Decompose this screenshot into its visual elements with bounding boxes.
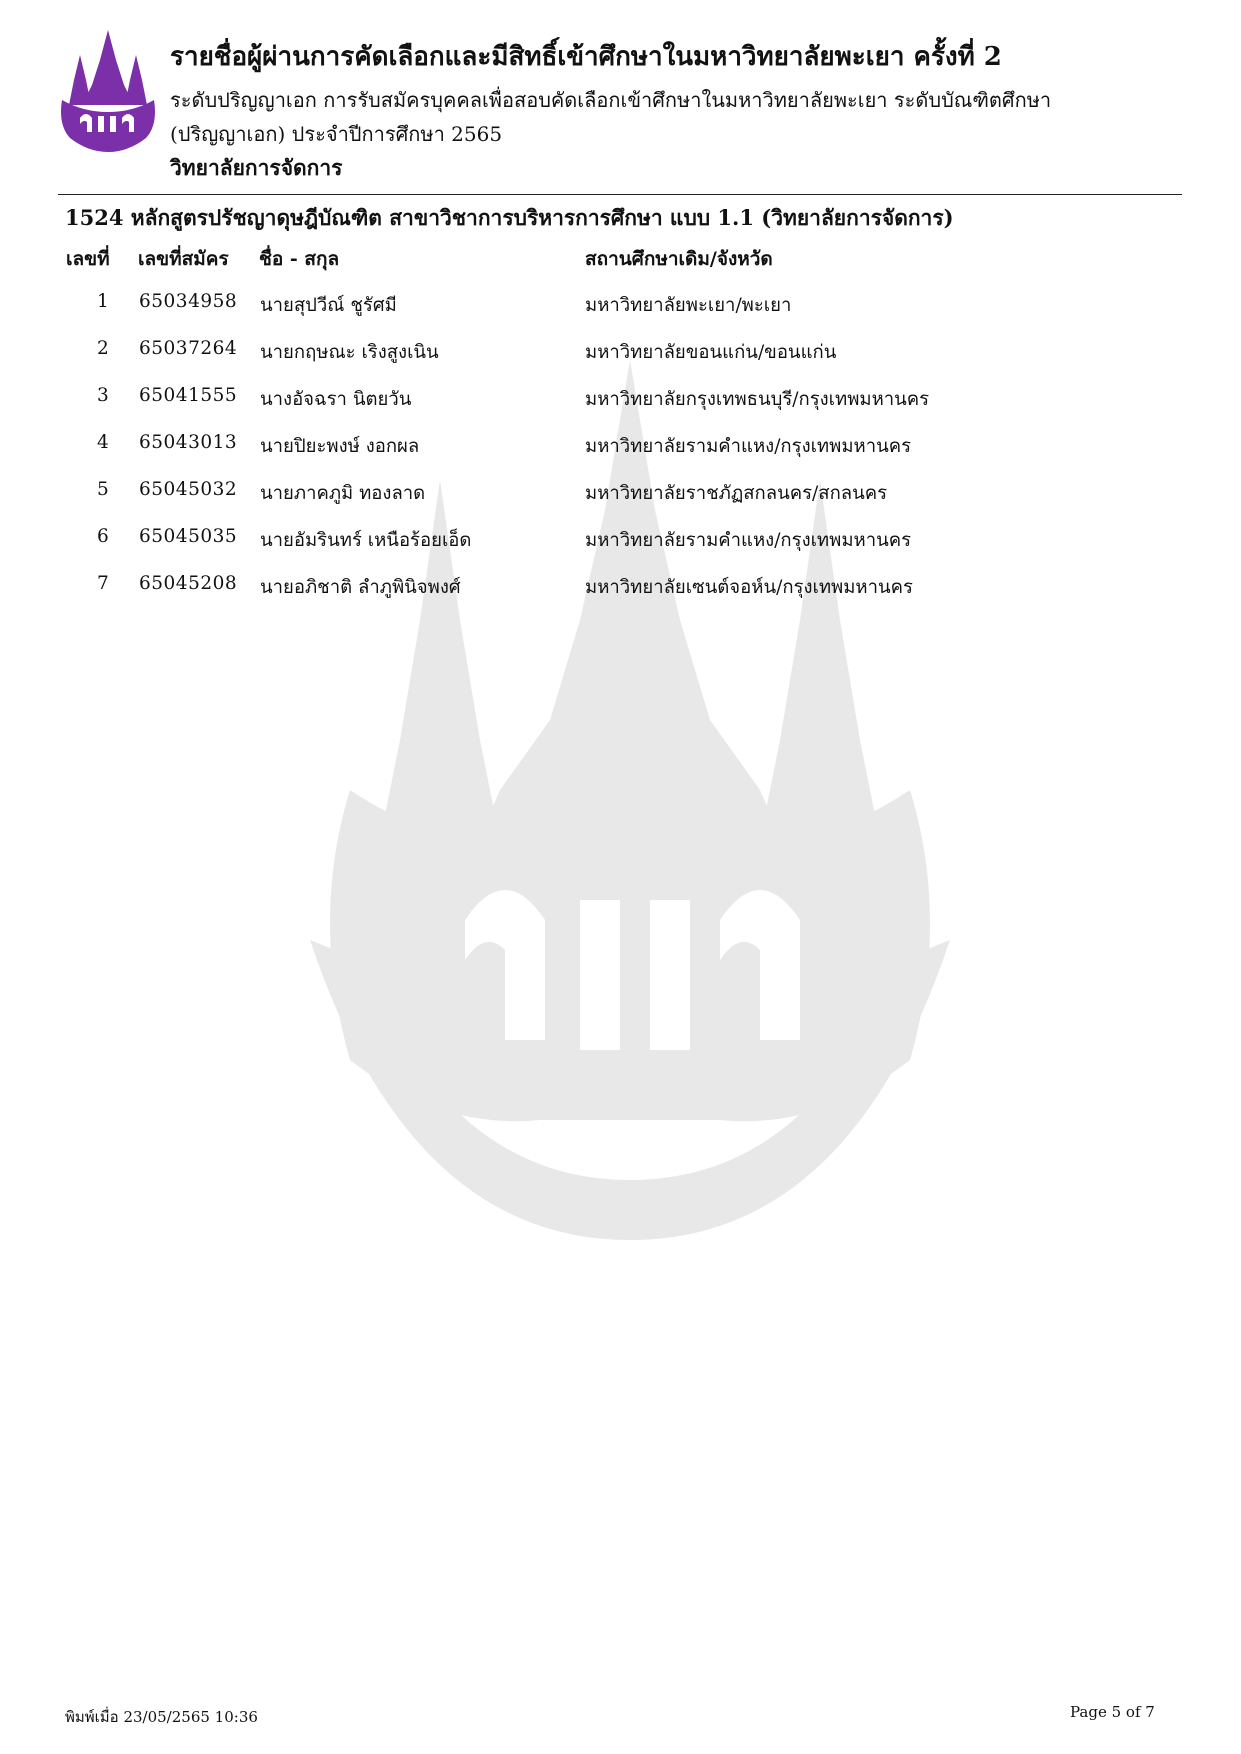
application-number: 65041555 bbox=[139, 385, 238, 406]
previous-school: มหาวิทยาลัยกรุงเทพธนบุรี/กรุงเทพมหานคร bbox=[585, 389, 930, 410]
subtitle-line-1: ระดับปริญญาเอก การรับสมัครบุคคลเพื่อสอบคัดเลือกเข้าศึกษาในมหาวิทยาลัยพะเยา ระดับบัณฑิตศึกษา bbox=[170, 88, 1052, 112]
row-number: 3 bbox=[97, 385, 109, 406]
applicant-name: นายอัมรินทร์ เหนือร้อยเอ็ด bbox=[260, 530, 472, 551]
previous-school: มหาวิทยาลัยพะเยา/พะเยา bbox=[585, 295, 792, 316]
column-header-application: เลขที่สมัคร bbox=[138, 248, 229, 270]
row-number: 7 bbox=[97, 573, 109, 594]
application-number: 65043013 bbox=[139, 432, 238, 453]
applicant-name: นายอภิชาติ ลำภูพินิจพงศ์ bbox=[260, 577, 461, 598]
program-title: 1524 หลักสูตรปรัชญาดุษฎีบัณฑิต สาขาวิชาการบริหารการศึกษา แบบ 1.1 (วิทยาลัยการจัดการ) bbox=[65, 205, 954, 230]
applicant-name: นายกฤษณะ เริงสูงเนิน bbox=[260, 342, 439, 363]
page-number: Page 5 of 7 bbox=[1070, 1703, 1155, 1721]
row-number: 1 bbox=[97, 291, 109, 312]
applicant-name: นายปิยะพงษ์ งอกผล bbox=[260, 436, 420, 457]
row-number: 4 bbox=[97, 432, 109, 453]
row-number: 2 bbox=[97, 338, 109, 359]
university-logo bbox=[58, 30, 158, 152]
row-number: 5 bbox=[97, 479, 109, 500]
table-row bbox=[0, 385, 1241, 425]
column-header-no: เลขที่ bbox=[66, 248, 110, 270]
application-number: 65045032 bbox=[139, 479, 238, 500]
application-number: 65037264 bbox=[139, 338, 238, 359]
application-number: 65045208 bbox=[139, 573, 238, 594]
previous-school: มหาวิทยาลัยขอนแก่น/ขอนแก่น bbox=[585, 342, 837, 363]
column-header-school: สถานศึกษาเดิม/จังหวัด bbox=[585, 248, 773, 270]
table-row bbox=[0, 526, 1241, 566]
table-row bbox=[0, 291, 1241, 331]
table-row bbox=[0, 573, 1241, 613]
column-header-name: ชื่อ - สกุล bbox=[259, 248, 340, 270]
application-number: 65045035 bbox=[139, 526, 238, 547]
faculty-name: วิทยาลัยการจัดการ bbox=[170, 155, 343, 180]
subtitle-line-2: (ปริญญาเอก) ประจำปีการศึกษา 2565 bbox=[170, 122, 503, 146]
previous-school: มหาวิทยาลัยราชภัฏสกลนคร/สกลนคร bbox=[585, 483, 888, 504]
printed-timestamp: พิมพ์เมื่อ 23/05/2565 10:36 bbox=[65, 1708, 258, 1726]
header-divider bbox=[58, 194, 1182, 195]
applicant-name: นายสุปวีณ์ ชูรัศมี bbox=[260, 295, 397, 316]
table-row bbox=[0, 432, 1241, 472]
table-row bbox=[0, 338, 1241, 378]
previous-school: มหาวิทยาลัยเซนต์จอห์น/กรุงเทพมหานคร bbox=[585, 577, 913, 598]
applicant-name: นางอัจฉรา นิตยวัน bbox=[260, 389, 412, 410]
application-number: 65034958 bbox=[139, 291, 238, 312]
applicant-name: นายภาคภูมิ ทองลาด bbox=[260, 483, 426, 504]
previous-school: มหาวิทยาลัยรามคำแหง/กรุงเทพมหานคร bbox=[585, 530, 912, 551]
table-row bbox=[0, 479, 1241, 519]
page-subtitle bbox=[170, 83, 1170, 151]
page-title: รายชื่อผู้ผ่านการคัดเลือกและมีสิทธิ์เข้าศึกษาในมหาวิทยาลัยพะเยา ครั้งที่ 2 bbox=[170, 42, 1002, 72]
previous-school: มหาวิทยาลัยรามคำแหง/กรุงเทพมหานคร bbox=[585, 436, 912, 457]
row-number: 6 bbox=[97, 526, 109, 547]
